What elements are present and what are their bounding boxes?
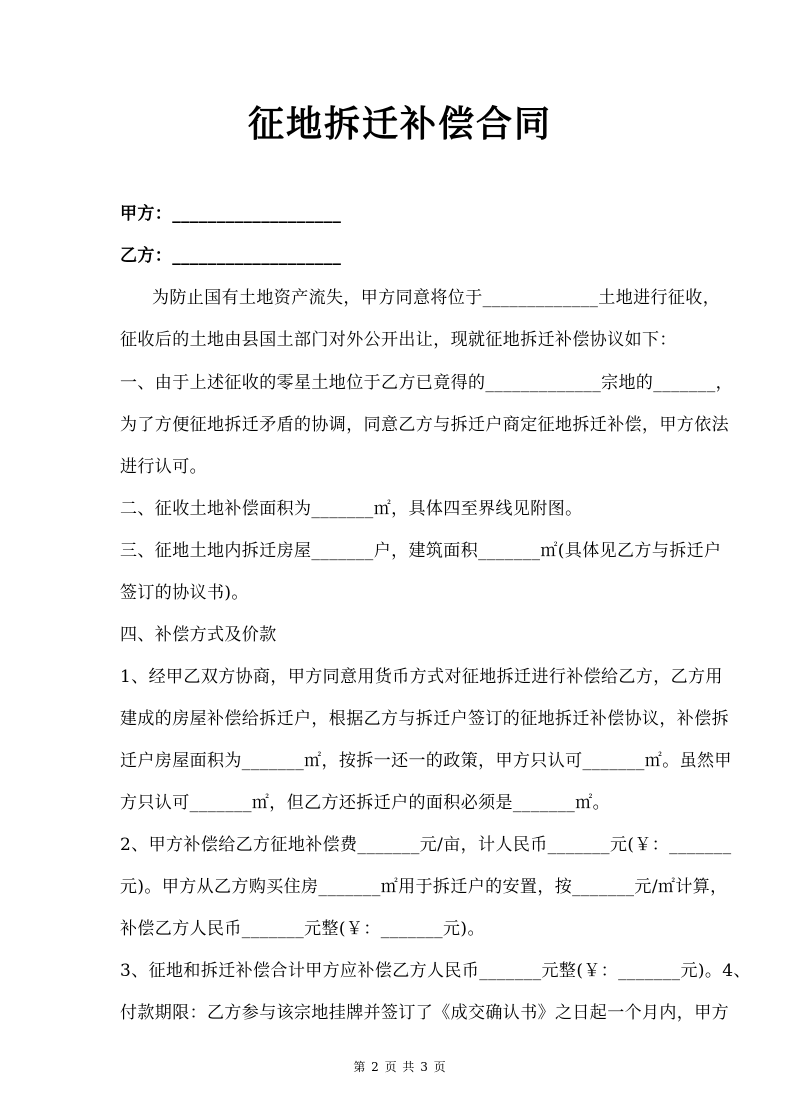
clause-1-line-1: 一、由于上述征收的零星土地位于乙方已竟得的_____________宗地的_______， xyxy=(120,373,733,393)
party-a-line: 甲方：___________________ xyxy=(120,204,342,224)
clause-1-line-2: 为了方便征地拆迁矛盾的协调，同意乙方与拆迁户商定征地拆迁补偿，甲方依法 xyxy=(120,415,729,435)
party-b-line: 乙方：___________________ xyxy=(120,246,342,266)
preamble-line-1: 为防止国有土地资产流失，甲方同意将位于_____________土地进行征收， xyxy=(152,288,721,308)
item-1-line-2: 建成的房屋补偿给拆迁户，根据乙方与拆迁户签订的征地拆迁补偿协议，补偿拆 xyxy=(120,709,729,729)
clause-2-line: 二、征收土地补偿面积为_______㎡，具体四至界线见附图。 xyxy=(120,499,583,519)
document-title: 征地拆迁补偿合同 xyxy=(247,103,552,145)
item-1-line-4: 方只认可_______㎡，但乙方还拆迁户的面积必须是_______㎡。 xyxy=(120,793,610,813)
clause-1-line-3: 进行认可。 xyxy=(120,457,207,477)
clause-3-line-1: 三、征地土地内拆迁房屋_______户，建筑面积_______㎡(具体见乙方与拆迁户 xyxy=(120,541,722,561)
item-2-line-3: 补偿乙方人民币_______元整(￥：_______元)。 xyxy=(120,919,485,939)
page-number-footer: 第 2 页 共 3 页 xyxy=(353,1060,447,1074)
preamble-line-2: 征收后的土地由县国土部门对外公开出让，现就征地拆迁补偿协议如下： xyxy=(120,330,677,350)
clause-3-line-2: 签订的协议书)。 xyxy=(120,583,249,603)
clause-4-heading: 四、补偿方式及价款 xyxy=(120,625,277,645)
item-3-line-1: 3、征地和拆迁补偿合计甲方应补偿乙方人民币_______元整(￥：_______元)。4、 xyxy=(120,961,751,981)
item-2-line-1: 2、甲方补偿给乙方征地补偿费_______元/亩，计人民币_______元(￥：_______ xyxy=(120,835,732,855)
item-1-line-1: 1、经甲乙双方协商，甲方同意用货币方式对征地拆迁进行补偿给乙方，乙方用 xyxy=(120,667,723,687)
item-2-line-2: 元)。甲方从乙方购买住房_______㎡用于拆迁户的安置，按_______元/㎡计算， xyxy=(120,877,728,897)
item-3-line-2: 付款期限：乙方参与该宗地挂牌并签订了《成交确认书》之日起一个月内，甲方 xyxy=(120,1003,729,1023)
item-1-line-3: 迁户房屋面积为_______㎡，按拆一还一的政策，甲方只认可_______㎡。虽然甲 xyxy=(120,751,732,771)
